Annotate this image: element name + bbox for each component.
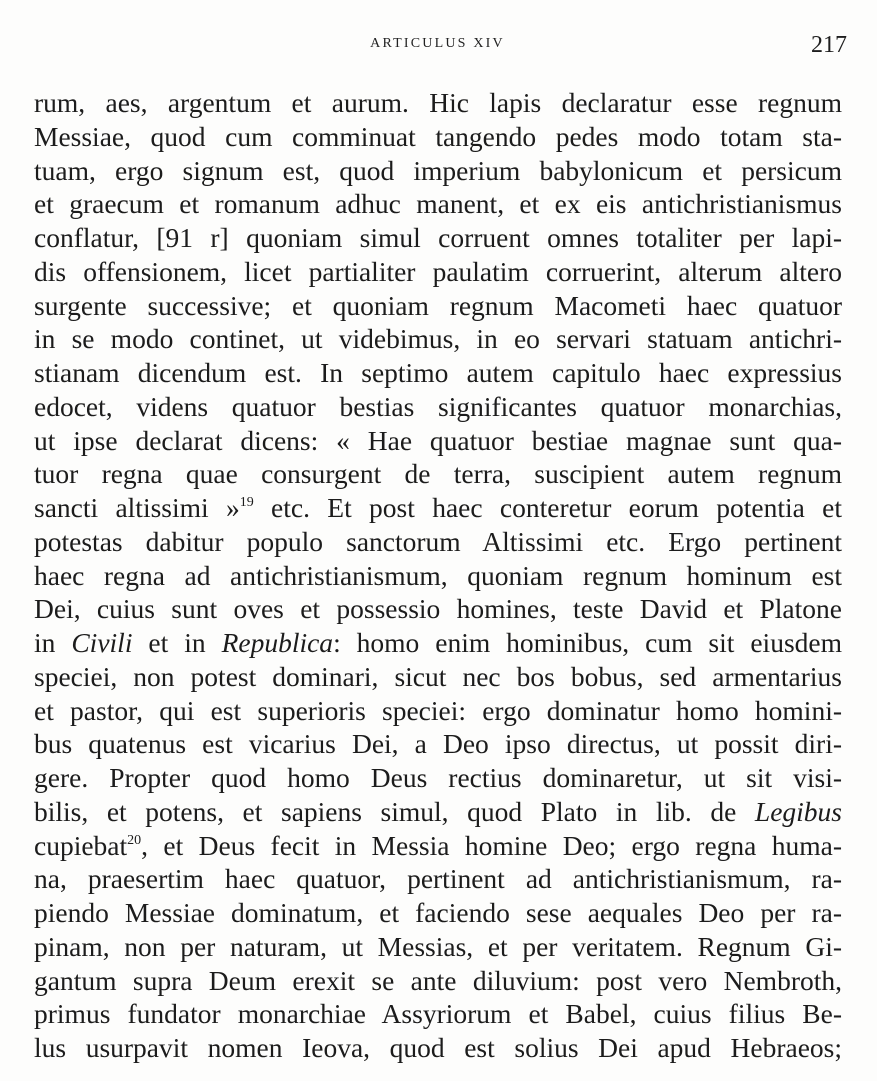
text-line xyxy=(34,997,842,1031)
text-line xyxy=(34,322,842,356)
text-segment: primus fundator monarchiae Assyriorum et Babel, cuius filius Be- xyxy=(34,998,842,1030)
text-segment: sancti altissimi » xyxy=(34,492,240,523)
text-segment: edocet, videns quatuor bestias significantes quatuor monarchias, xyxy=(34,390,842,422)
text-segment: rum, aes, argentum et aurum. Hic lapis declaratur esse regnum xyxy=(34,87,842,118)
text-segment: in se modo continet, ut videbimus, in eo servari statuam antichri- xyxy=(34,323,842,355)
text-line xyxy=(34,525,842,559)
text-line xyxy=(34,626,842,660)
text-segment: na, praesertim haec quatuor, pertinent ad antichristianismum, ra- xyxy=(34,863,842,895)
text-line xyxy=(34,255,842,289)
text-segment: etc. Et post haec conteretur eorum potentia et xyxy=(253,492,842,523)
text-segment: lus usurpavit nomen Ieova, quod est solius Dei apud Hebraeos; xyxy=(34,1032,842,1063)
text-segment: pinam, non per naturam, ut Messias, et per veritatem. Regnum Gi- xyxy=(34,930,842,962)
footnote-marker: 19 xyxy=(239,495,254,510)
text-segment: haec regna ad antichristianismum, quoniam regnum hominum est xyxy=(34,559,842,591)
text-line xyxy=(34,964,842,998)
text-line xyxy=(34,86,842,120)
text-line xyxy=(34,424,842,458)
text-line xyxy=(34,660,842,694)
text-segment: gantum supra Deum erexit se ante diluvium: post vero Nembroth, xyxy=(34,964,842,996)
text-segment: conflatur, [91 r] quoniam simul corruent omnes totaliter per lapi- xyxy=(34,222,842,253)
text-line xyxy=(34,829,842,863)
page-number: 217 xyxy=(811,32,847,58)
text-segment: in xyxy=(34,627,72,658)
text-line xyxy=(34,727,842,761)
text-line xyxy=(34,1031,842,1065)
text-line xyxy=(34,491,842,525)
text-line xyxy=(34,930,842,964)
text-segment: Messiae, quod cum comminuat tangendo pedes modo totam sta- xyxy=(34,120,842,152)
text-line xyxy=(34,289,842,323)
italic-title: Civili xyxy=(71,627,133,658)
text-segment: ut ipse declarat dicens: « Hae quatuor bestiae magnae sunt qua- xyxy=(34,424,842,456)
text-segment: stianam dicendum est. In septimo autem capitulo haec expressius xyxy=(34,357,842,388)
text-line xyxy=(34,896,842,930)
text-segment: gere. Propter quod homo Deus rectius dominaretur, ut sit visi- xyxy=(34,762,842,793)
text-segment: potestas dabitur populo sanctorum Altissimi etc. Ergo pertinent xyxy=(34,525,842,557)
text-line xyxy=(34,795,842,829)
text-line xyxy=(34,559,842,593)
body-text xyxy=(34,86,842,1065)
text-line xyxy=(34,592,842,626)
text-segment: tuam, ergo signum est, quod imperium babylonicum et persicum xyxy=(34,154,842,186)
text-segment: : homo enim hominibus, cum sit eiusdem xyxy=(333,627,842,658)
text-line xyxy=(34,120,842,154)
text-segment: , et Deus fecit in Messia homine Deo; ergo regna huma- xyxy=(141,829,842,861)
text-segment: bus quatenus est vicarius Dei, a Deo ipso directus, ut possit diri- xyxy=(34,728,842,760)
text-segment: bilis, et potens, et sapiens simul, quod Plato in lib. de xyxy=(34,795,755,827)
text-line xyxy=(34,761,842,795)
text-segment: speciei, non potest dominari, sicut nec bos bobus, sed armentarius xyxy=(34,660,842,692)
text-segment: Dei, cuius sunt oves et possessio homines, teste David et Platone xyxy=(34,593,842,625)
footnote-marker: 20 xyxy=(127,832,142,848)
text-segment: dis offensionem, licet partialiter paulatim corruerint, alterum altero xyxy=(34,255,842,287)
text-line xyxy=(34,694,842,728)
text-line xyxy=(34,356,842,390)
italic-title: Legibus xyxy=(754,795,842,827)
text-segment: cupiebat xyxy=(34,829,128,861)
text-segment: et in xyxy=(132,627,222,658)
text-segment: et pastor, qui est superioris speciei: ergo dominatur homo homini- xyxy=(34,694,842,726)
text-segment: et graecum et romanum adhuc manent, et ex eis antichristianismus xyxy=(34,188,842,220)
text-line xyxy=(34,221,842,255)
italic-title: Republica xyxy=(221,627,334,658)
running-head xyxy=(28,30,847,62)
running-title: ARTICULUS XIV xyxy=(370,36,505,51)
text-line xyxy=(34,390,842,424)
text-segment: surgente successive; et quoniam regnum Macometi haec quatuor xyxy=(34,289,842,321)
text-line xyxy=(34,187,842,221)
text-line xyxy=(34,862,842,896)
text-segment: piendo Messiae dominatum, et faciendo sese aequales Deo per ra- xyxy=(34,897,842,928)
text-segment: tuor regna quae consurgent de terra, suscipient autem regnum xyxy=(34,458,842,490)
text-line xyxy=(34,154,842,188)
text-line xyxy=(34,457,842,491)
